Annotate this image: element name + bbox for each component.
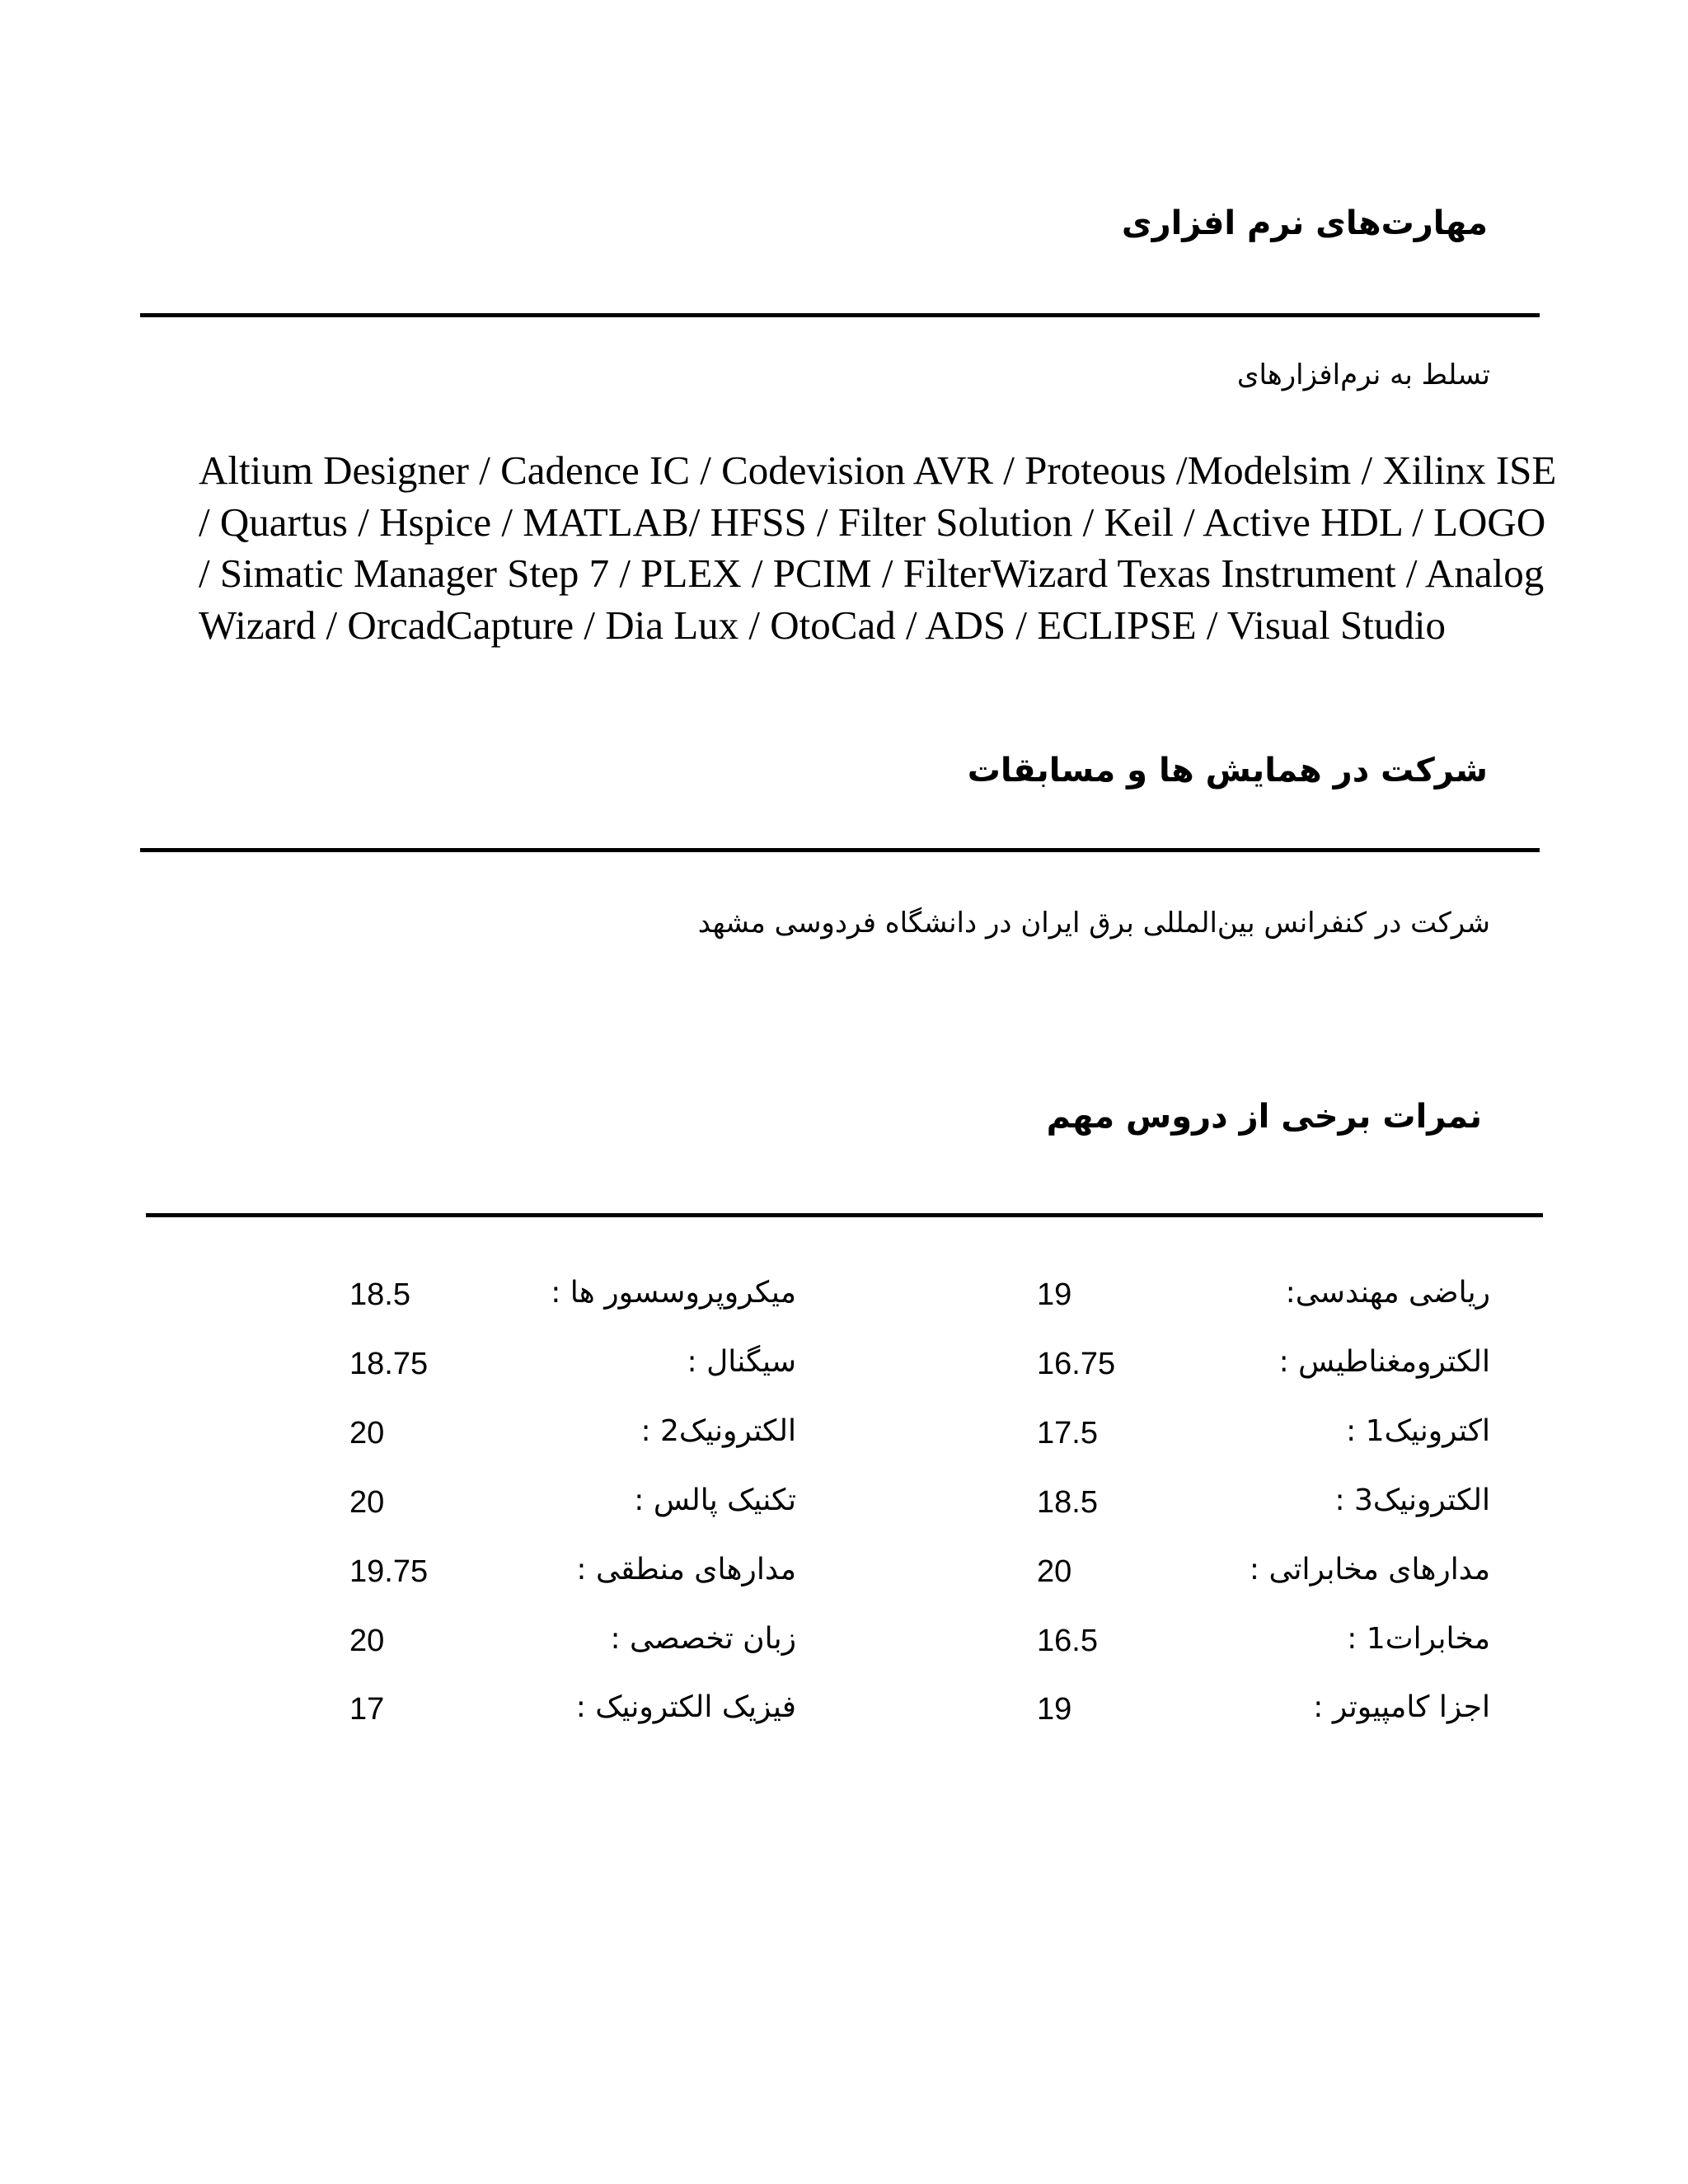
course-name: مدارهای مخابراتی : bbox=[1249, 1553, 1490, 1586]
section-title-grades: نمرات برخی از دروس مهم bbox=[1046, 1098, 1482, 1136]
course-name: فیزیک الکترونیک : bbox=[575, 1690, 796, 1724]
section-title-software-skills: مهارت‌های نرم افزاری bbox=[1121, 204, 1488, 242]
section-divider bbox=[140, 313, 1540, 317]
course-grade: 19.75 bbox=[349, 1554, 429, 1589]
course-name: میکروپروسسور ها : bbox=[551, 1276, 796, 1310]
course-name: سیگنال : bbox=[687, 1345, 796, 1379]
course-name: اجزا کامپیوتر : bbox=[1313, 1690, 1490, 1724]
course-name: الکترونیک3 : bbox=[1334, 1483, 1490, 1517]
course-name: تکنیک پالس : bbox=[634, 1483, 796, 1517]
course-name: اکترونیک1 : bbox=[1346, 1414, 1490, 1448]
course-grade: 20 bbox=[1037, 1554, 1072, 1589]
section-divider bbox=[140, 848, 1540, 852]
software-list: Altium Designer / Cadence IC / Codevision AVR / Proteous /Modelsim / Xilinx ISE / Quartus / Hspice / MATLAB/ HFSS / Filter Solution / Keil / Active HDL / LOGO / Simatic Manager Step 7 / PLEX / PCIM / FilterWizard Texas Instrument / Analog Wizard / OrcadCapture / Dia Lux / OtoCad / ADS / ECLIPSE / Visual Studio bbox=[199, 448, 1557, 648]
course-grade: 20 bbox=[349, 1416, 385, 1451]
course-grade: 16.5 bbox=[1037, 1624, 1098, 1658]
course-grade: 18.5 bbox=[349, 1277, 410, 1312]
course-grade: 17 bbox=[349, 1692, 385, 1727]
course-grade: 20 bbox=[349, 1624, 385, 1658]
course-name: مخابرات1 : bbox=[1347, 1622, 1490, 1656]
course-grade: 17.5 bbox=[1037, 1416, 1098, 1451]
course-grade: 19 bbox=[1037, 1277, 1072, 1312]
section-divider bbox=[146, 1213, 1543, 1217]
section-title-conferences: شرکت در همایش ها و مسابقات bbox=[967, 752, 1488, 790]
course-name: مدارهای منطقی : bbox=[576, 1553, 796, 1586]
course-grade: 18.75 bbox=[349, 1347, 429, 1381]
course-grade: 19 bbox=[1037, 1692, 1072, 1727]
course-grade: 16.75 bbox=[1037, 1347, 1116, 1381]
conference-item: شرکت در کنفرانس بین‌المللی برق ایران در دانشگاه فردوسی مشهد bbox=[697, 907, 1490, 940]
course-grade: 20 bbox=[349, 1485, 385, 1520]
course-name: الکترونیک2 : bbox=[640, 1414, 796, 1448]
course-grade: 18.5 bbox=[1037, 1485, 1098, 1520]
course-name: زبان تخصصی : bbox=[610, 1622, 796, 1656]
software-intro: تسلط به نرم‌افزارهای bbox=[1236, 359, 1490, 391]
course-name: الکترومغناطیس : bbox=[1278, 1345, 1490, 1379]
course-name: ریاضی مهندسی: bbox=[1285, 1276, 1490, 1310]
